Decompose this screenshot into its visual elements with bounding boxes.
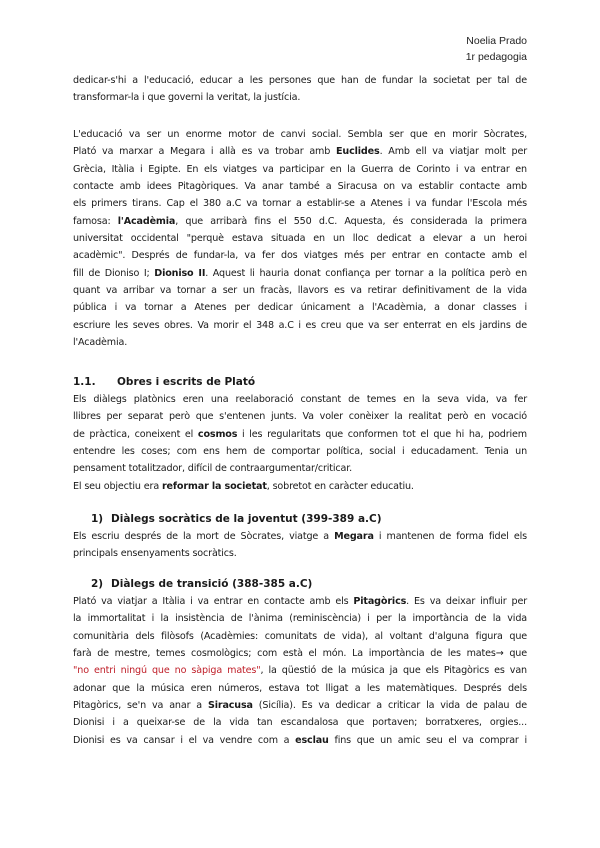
text-span: famosa: (73, 215, 118, 227)
text-line (73, 645, 527, 662)
bold-term: Siracusa (207, 700, 253, 712)
heading-text: Diàlegs socràtics de la joventut (399-389 a.C) (111, 513, 382, 525)
bold-term: l'Acadèmia (117, 215, 176, 227)
paragraph (73, 72, 527, 107)
text-line (73, 143, 527, 160)
bold-term: Pitagòrics (353, 596, 407, 607)
text-span: Dionisi i a queixar-se de la vida tan escandalosa que portaven; borratxeres, orgies... (73, 717, 527, 729)
text-line (73, 610, 527, 627)
text-line (73, 443, 527, 460)
text-span: i les regularitats que conformen tot el que hi ha, podriem (237, 428, 527, 440)
text-line (73, 426, 527, 443)
text-line (73, 408, 527, 425)
heading-number: 2) (91, 578, 104, 590)
text-span: Dionisi es va cansar i el va vendre com a (73, 734, 296, 746)
text-line (73, 478, 527, 495)
text-line (73, 593, 527, 610)
text-line (73, 628, 527, 645)
text-span: adonar que la música eren números, estava tot lligat a les matemàtiques. Després dels (73, 682, 527, 694)
text-line (73, 213, 527, 230)
text-line (73, 265, 527, 282)
header-course: 1r pedagogia (465, 51, 527, 63)
heading-number: 1) (91, 513, 104, 525)
heading-text: Obres i escrits de Plató (117, 376, 256, 388)
text-line (73, 680, 527, 697)
text-span: la immortalitat i la insistència de l'ànima (reminiscència) i per la importància de la vida (73, 613, 527, 625)
subsection-heading (73, 510, 527, 528)
text-line (73, 391, 527, 408)
text-span: farà de mestre, temes cosmològics; com està el món. La importància de les mates→ que (73, 648, 527, 660)
text-span: . Es va deixar influir per (406, 596, 527, 607)
paragraph (73, 528, 527, 563)
text-line (73, 72, 527, 89)
text-span: universitat occidental "perquè estava situada en un lloc dedicat a elevar a un heroi (73, 233, 527, 245)
text-span: llibres per separat però que s'entenen junts. Va voler conèixer la realitat però en vocació (73, 411, 527, 423)
text-span: , que arribarà fins el 550 d.C. Aquesta, és considerada la primera (175, 215, 527, 227)
text-span: fill de Dioniso I; (73, 267, 155, 279)
red-quote: "no entri ningú que no sàpiga mates" (73, 665, 261, 677)
heading-text: Diàlegs de transició (388-385 a.C) (111, 578, 313, 590)
text-span: , sobretot en caràcter educatiu. (266, 480, 414, 492)
text-span: contacte amb idees Pitagòriques. Va anar també a Siracusa on va establir contacte amb (73, 181, 527, 193)
text-span: Grècia, Itàlia i Egipte. En els viatges va participar en la Guerra de Corinto i va entrar en (73, 163, 527, 175)
text-span: . Aquest li hauria donat confiança per tornar a la política però en (205, 267, 527, 279)
text-line (73, 732, 527, 749)
text-span: principals ensenyaments socràtics. (73, 548, 237, 560)
bold-term: esclau (295, 734, 329, 746)
text-span: entendre les coses; com ens hem de comportar política, social i educadament. Tenia un (73, 446, 527, 458)
text-span: dedicar-s'hi a l'educació, educar a les persones que han de fundar la societat per tal de (73, 75, 527, 86)
bold-term: cosmos (197, 428, 238, 440)
text-line (73, 161, 527, 178)
header-author: Noelia Prado (466, 35, 527, 47)
text-line (73, 126, 527, 143)
heading-number: 1.1. (73, 376, 96, 388)
text-span: pensament totalitzador, difícil de contraargumentar/criticar. (73, 463, 353, 475)
text-span: els primers tirans. Cap el 380 a.C va tornar a establir-se a Atenes i va fundar l'Escola més (73, 198, 527, 210)
text-line (73, 334, 527, 351)
text-line (73, 230, 527, 247)
text-line (73, 317, 527, 334)
text-span: l'Acadèmia. (73, 337, 128, 349)
text-line (73, 460, 527, 477)
paragraph (73, 126, 527, 351)
bold-term: Dioniso II (154, 267, 206, 279)
text-span: pública i va tornar a Atenes per dedicar únicament a l'Acadèmia, a donar classes i (73, 302, 527, 314)
text-span: comunitària dels filòsofs (Acadèmies: comunitats de vida), al voltant d'alguna figura que (73, 630, 527, 642)
text-span: Plató va viatjar a Itàlia i va entrar en contacte amb els (73, 596, 354, 607)
text-line (73, 195, 527, 212)
text-line (73, 714, 527, 731)
text-span: transformar-la i que governi la veritat, la justícia. (73, 92, 301, 104)
text-line (73, 247, 527, 264)
text-span: Pitagòrics, se'n va anar a (73, 700, 208, 712)
text-span: escriure les seves obres. Va morir el 348 a.C i es creu que va ser enterrat en els jardins de (73, 319, 527, 331)
text-span: (Sicília). Es va dedicar a criticar la vida de palau de (252, 700, 527, 712)
paragraph (73, 391, 527, 495)
text-span: fins que un amic seu el va comprar i (328, 734, 527, 746)
text-line (73, 178, 527, 195)
paragraph (73, 593, 527, 749)
text-span: acadèmic". Després de fundar-la, va fer dos viatges més per entrar en contacte amb el (73, 250, 527, 262)
text-span: El seu objectiu era (73, 480, 162, 492)
text-span: quant va arribar va tornar a ser un fracàs, llavors es va retirar definitivament de la vida (73, 285, 527, 297)
text-line (73, 662, 527, 679)
bold-term: Megara (334, 531, 374, 542)
text-span: Plató va marxar a Megara i allà es va trobar amb (73, 146, 337, 158)
text-span: Els escriu després de la mort de Sòcrates, viatge a (73, 531, 335, 542)
section-heading (73, 373, 527, 391)
text-span: Els diàlegs platònics eren una reelaboració constant de temes en la seva vida, va fer (73, 394, 527, 405)
text-line (73, 299, 527, 316)
bold-term: Euclides (336, 146, 380, 158)
text-line (73, 89, 527, 106)
text-span: i mantenen de forma fidel els (373, 531, 527, 542)
text-span: de pràctica, coneixent el (73, 428, 198, 440)
subsection-heading (73, 575, 527, 593)
text-line (73, 697, 527, 714)
text-line (73, 545, 527, 562)
text-span: , la qüestió de la música ja que els Pitagòrics es van (260, 665, 527, 677)
text-line (73, 282, 527, 299)
text-span: . Amb ell va viatjar molt per (379, 146, 528, 158)
text-span: L'educació va ser un enorme motor de canvi social. Sembla ser que en morir Sòcrates, (73, 129, 527, 140)
bold-term: reformar la societat (161, 480, 267, 492)
text-line (73, 528, 527, 545)
